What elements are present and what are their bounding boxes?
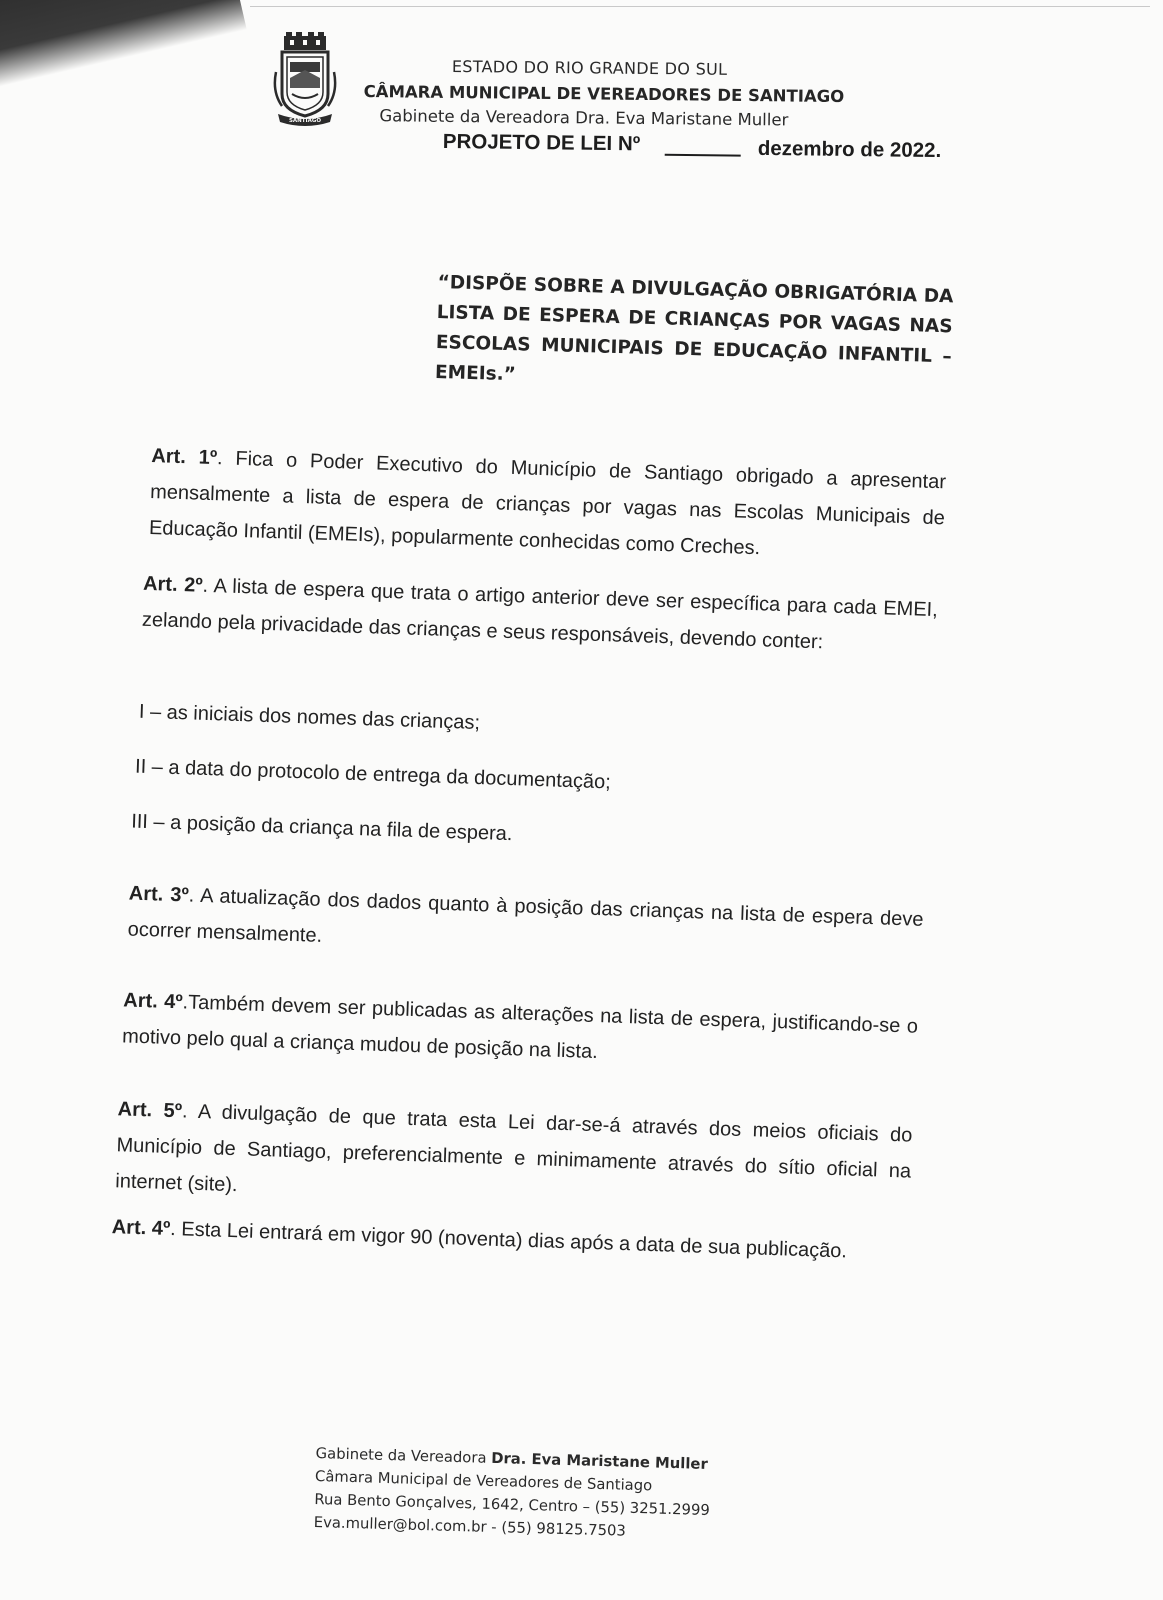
list-item: II – a data do protocolo de entrega da documentação; (134, 755, 612, 794)
article-text: .Também devem ser publicadas as alterações na lista de espera, justificando-se o motivo pelo qual a criança mudou de posição na lista. (121, 991, 919, 1064)
list-item: III – a posição da criança na fila de espera. (130, 810, 513, 846)
footer-councilor-name: Dra. Eva Maristane Muller (490, 1449, 709, 1473)
article-1 (148, 438, 946, 572)
bill-date: dezembro de 2022. (757, 136, 942, 163)
bill-title (443, 130, 983, 169)
bill-summary: “DISPÕE SOBRE A DIVULGAÇÃO OBRIGATÓRIA DA LISTA DE ESPERA DE CRIANÇAS POR VAGAS NAS ESCOLAS MUNICIPAIS DE EDUCAÇÃO INFANTIL – EMEIs.” (434, 271, 954, 386)
state-name: ESTADO DO RIO GRANDE DO SUL (451, 56, 728, 79)
list-item: I – as iniciais dos nomes das crianças; (138, 700, 481, 735)
article-5 (115, 1091, 913, 1225)
article-3 (127, 875, 924, 973)
article-4 (122, 982, 919, 1080)
scan-top-edge (250, 6, 1150, 7)
footer-contact (313, 1442, 735, 1546)
article-label: Art. 4º (122, 989, 183, 1014)
article-text: . A atualização dos dados quanto à posição das crianças na lista de espera deve ocorrer mensalmente. (127, 884, 924, 947)
chamber-name: CÂMARA MUNICIPAL DE VEREADORES DE SANTIAGO (363, 82, 845, 107)
letterhead (362, 56, 962, 130)
cabinet-name: Gabinete da Vereadora Dra. Eva Maristane Muller (379, 106, 789, 130)
svg-text:SANTIAGO: SANTIAGO (288, 118, 322, 124)
article-text: . A divulgação de que trata esta Lei dar-se-á através dos meios oficiais do Município de Santiago, preferencialmente e minimamente através do sítio oficial na internet (site). (114, 1100, 913, 1197)
article-text: . Fica o Poder Executivo do Município de Santiago obrigado a apresentar mensalmente a lista de espera de crianças por vagas nas Escolas Municipais de Educação Infantil (EMEIs), popularmente conhecidas como Creches. (148, 447, 947, 560)
article-label: Art. 3º (128, 882, 190, 907)
bill-number-blank (665, 154, 741, 157)
article-2 (141, 566, 938, 664)
footer-line-2: Câmara Municipal de Vereadores de Santiago (314, 1467, 653, 1495)
footer-cabinet-prefix: Gabinete da Vereadora (315, 1444, 492, 1467)
article-text: . A lista de espera que trata o artigo anterior deve ser específica para cada EMEI, zelando pela privacidade das crianças e seus responsáveis, devendo conter: (141, 574, 939, 654)
footer-address: Rua Bento Gonçalves, 1642, Centro – (55) 3251.2999 (314, 1490, 711, 1520)
bill-body (111, 438, 947, 1263)
footer-email-phone: Eva.muller@bol.com.br - (55) 98125.7503 (313, 1513, 627, 1540)
municipal-crest-icon (272, 32, 338, 128)
article-label: Art. 4º (111, 1216, 171, 1241)
article-text: . Esta Lei entrará em vigor 90 (noventa) dias após a data de sua publicação. (169, 1218, 848, 1263)
article-label: Art. 1º (151, 444, 218, 470)
article-label: Art. 2º (142, 572, 203, 597)
article-label: Art. 5º (117, 1098, 183, 1123)
bill-label: PROJETO DE LEI Nº (442, 130, 641, 156)
scan-shadow (0, 0, 247, 88)
